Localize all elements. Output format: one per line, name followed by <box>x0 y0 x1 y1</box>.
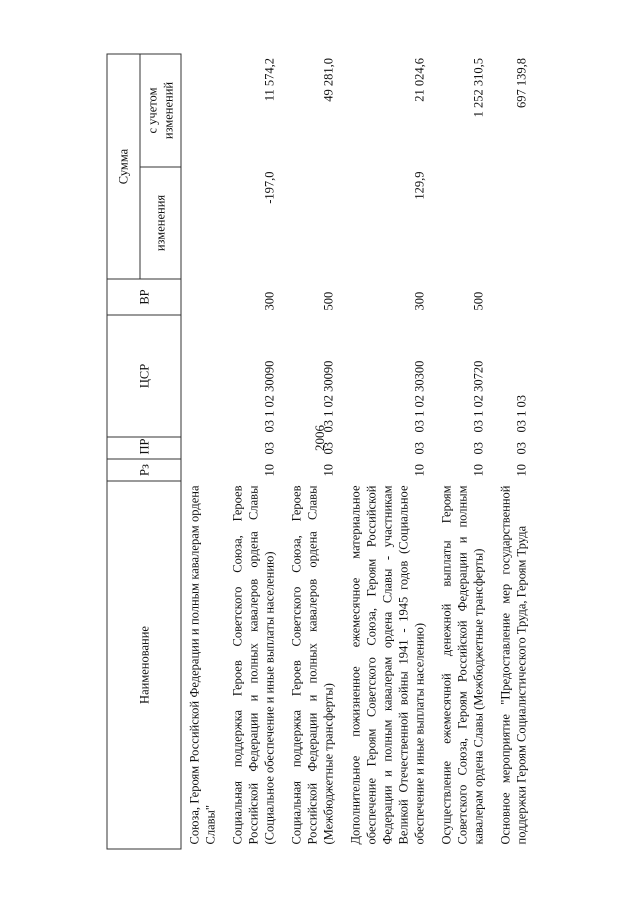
cell-vr <box>493 279 536 315</box>
table-row <box>343 54 434 849</box>
cell-rz <box>181 459 225 481</box>
cell-total: 1 252 310,5 <box>471 58 486 118</box>
cell-csr: 03 1 02 30090 <box>262 360 277 433</box>
cell-change: 129,9 <box>412 171 427 200</box>
table-row <box>493 54 536 849</box>
cell-pr: 03 <box>514 442 529 455</box>
cell-csr: 03 1 02 30720 <box>471 360 486 433</box>
cell-pr: 03 <box>321 442 336 455</box>
cell-change <box>181 167 225 279</box>
cell-rz: 10 <box>514 464 529 477</box>
table-row <box>225 54 284 849</box>
cell-rz: 10 <box>321 464 336 477</box>
cell-vr: 500 <box>321 291 336 311</box>
table-body <box>181 54 536 849</box>
cell-csr: 03 1 02 30300 <box>412 360 427 433</box>
cell-pr <box>181 437 225 459</box>
cell-name: Союза, Героям Российской Федерации и полным кавалерам ордена Славы" <box>181 481 225 849</box>
cell-pr: 03 <box>412 442 427 455</box>
cell-total: 11 574,2 <box>262 58 277 102</box>
table-header <box>107 54 181 849</box>
cell-total: 21 024,6 <box>412 58 427 102</box>
cell-csr: 03 1 03 <box>514 395 529 433</box>
header-name: Наименование <box>107 481 181 849</box>
header-pr: ПР <box>107 437 181 459</box>
cell-pr: 03 <box>471 442 486 455</box>
cell-name: Основное мероприятие "Предоставление мер государственной поддержки Героям Социалистического Труда, Героям Труда <box>498 485 529 845</box>
header-sum: Сумма <box>107 54 140 279</box>
cell-change <box>284 167 343 279</box>
cell-name: Осуществление ежемесячной денежной выплаты Героям Советского Союза, Героям Российской Федерации и полным кавалерам ордена Славы (Межбюджетные трансферты) <box>439 485 486 845</box>
header-vr: ВР <box>107 279 181 315</box>
cell-rz: 10 <box>471 464 486 477</box>
cell-vr: 300 <box>412 291 427 311</box>
cell-change <box>493 167 536 279</box>
cell-total <box>181 54 225 167</box>
page-number: 2006 <box>312 425 327 451</box>
cell-name: Социальная поддержка Героев Советского Союза, Героев Российской Федерации и полных кавалеров ордена Славы (Социальное обеспечение и иные выплаты населению) <box>230 485 277 845</box>
cell-csr: 03 1 02 30090 <box>321 360 336 433</box>
header-changes: изменения <box>140 167 181 279</box>
table-row <box>284 54 343 849</box>
table-row <box>434 54 493 849</box>
cell-vr: 500 <box>471 291 486 311</box>
cell-total: 697 139,8 <box>514 58 529 108</box>
header-csr: ЦСР <box>107 315 181 437</box>
cell-vr: 300 <box>262 291 277 311</box>
budget-table-page <box>107 55 577 850</box>
cell-rz: 10 <box>262 464 277 477</box>
cell-name: Социальная поддержка Героев Советского Союза, Героев Российской Федерации и полных кавалеров ордена Славы (Межбюджетные трансферты) <box>289 485 336 845</box>
cell-total: 49 281,0 <box>321 58 336 102</box>
cell-change <box>434 167 493 279</box>
cell-rz: 10 <box>412 464 427 477</box>
cell-name: Дополнительное пожизненное ежемесячное материальное обеспечение Героям Советского Союза, Героям Российской Федерации и полным кавалерам ордена Славы - участникам Великой Отечественной войны 1941 - 1945 годов (Социальное обеспечение и иные выплаты населению) <box>348 485 427 845</box>
cell-pr: 03 <box>262 442 277 455</box>
table-row <box>181 54 225 849</box>
cell-vr <box>181 279 225 315</box>
budget-table <box>107 54 536 850</box>
cell-change: -197,0 <box>262 171 277 204</box>
cell-csr <box>181 315 225 437</box>
header-with-changes: с учетом изменений <box>140 54 181 167</box>
header-rz: Рз <box>107 459 181 481</box>
